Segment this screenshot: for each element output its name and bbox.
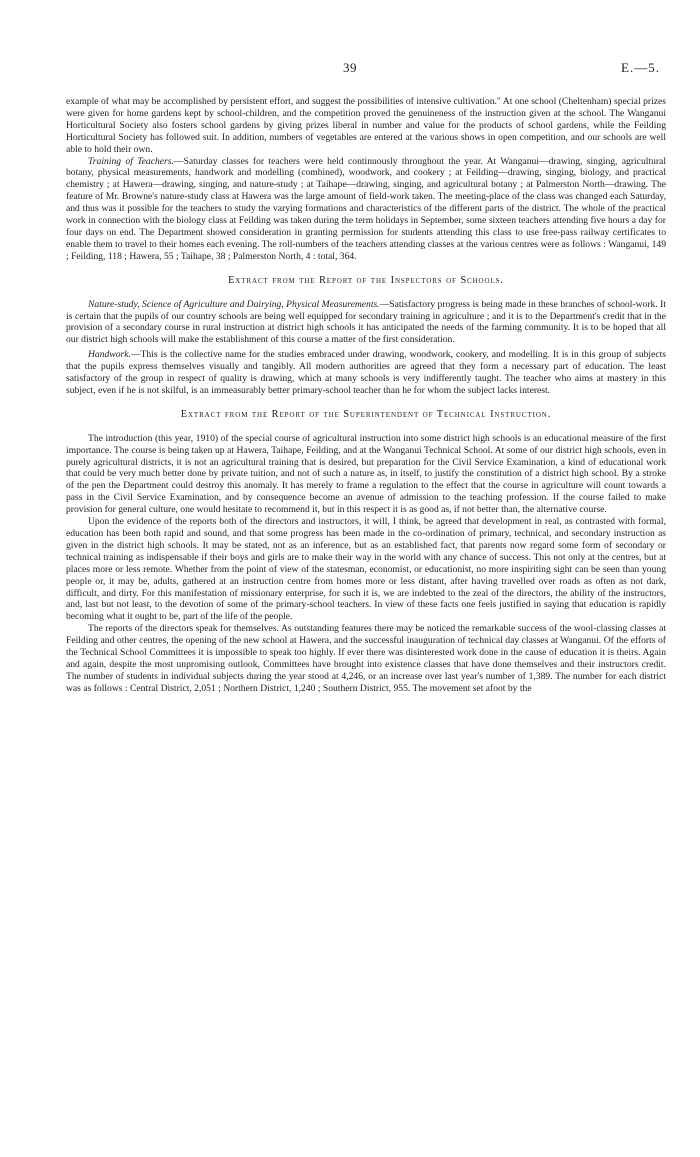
document-reference: E.—5. bbox=[621, 60, 660, 75]
paragraph-text-nature-study: —Satisfactory progress is being made in these branches of school-work. It is certain that the pupils of our country schools are being well equipped for secondary training in agriculture ; and it is to the Department's credit that in the provision of a secondary course in rural instruction at district high schools it has anticipated the needs of the farming community. It is to be hoped that all our district high schools will make the establishment of this course a matter of the first consideration. bbox=[66, 298, 667, 346]
paragraph-agricultural-course: The introduction (this year, 1910) of the special course of agricultural instruction into some district high schools is an educational measure of the first importance. The course is being taken up at Hawera, Taihape, Feilding, and at the Wanganui Technical School. At some of our district high schools, even in purely agricultural districts, it is not an agricultural training that is desired, but preparation for the Civil Service Examination, a kind of educational work that could be very much better done by private tuition, and not of such a nature as, in itself, to justify the constitution of a district high school. By a stroke of the pen the Department could destroy this anomaly. It has merely to frame a regulation to the effect that the course in agriculture will count towards a pass in the Civil Service Examination, and by consequence become an avenue of admission to the teaching profession. If the course failed to make provision for general culture, one would hesitate to recommend it, but in this respect it is as good as, if not better than, the alternative course. bbox=[66, 432, 666, 516]
section-heading-superintendent-report: Extract from the Report of the Superintendent of Technical Instruction. bbox=[180, 408, 552, 420]
section-heading-inspectors-report: Extract from the Report of the Inspectors of Schools. bbox=[228, 274, 504, 286]
paragraph-text-training-of-teachers: —Saturday classes for teachers were held continuously throughout the year. At Wanganui—drawing, singing, agricultural botany, physical measurements, handwork and modelling (combined), woodwork, and cookery ; at Feilding—drawing, singing, biology, and practical chemistry ; at Hawera—drawing, singing, and nature-study ; at Taihape—drawing, singing, and agricultural botany ; at Palmerston North—drawing. The feature of Mr. Browne's nature-study class at Hawera was the large amount of field-work taken. The meeting-place of the class was changed each Saturday, and thus was it possible for the teachers to study the varying formations and characteristics of the different parts of the district. The whole of the practical work in connection with the biology class at Feilding was taken during the term holidays in September, some sixteen teachers attending five hours a day for four days on end. The Department showed consideration in granting permission for students attending this class to use free-pass railway certificates to enable them to travel to their homes each evening. The roll-numbers of the teachers attending classes at the various centres were as follows : Wanganui, 149 ; Feilding, 118 ; Hawera, 55 ; Taihape, 38 ; Palmerston North, 4 : total, 364. bbox=[66, 155, 666, 262]
paragraph-directors-reports: The reports of the directors speak for themselves. As outstanding features there may be noticed the remarkable success of the wool-classing classes at Feilding and other centres, the opening of the new school at Hawera, and the successful inauguration of technical day classes at Wanganui. Of the efforts of the Technical School Committees it is impossible to speak too highly. If ever there was disinterested work done in the cause of education it is theirs. Again and again, despite the most unpromising outlook, Committees have brought into existence classes that have done themselves and their instructors credit. The number of students in individual subjects during the year stood at 4,246, or an increase over last year's number of 1,389. The number for each district was as follows : Central District, 2,051 ; Northern District, 1,240 ; Southern District, 955. The movement set afoot by the bbox=[66, 623, 666, 694]
paragraph-text-handwork: —This is the collective name for the studies embraced under drawing, woodwork, cookery, and modelling. It is in this group of subjects that the pupils express themselves visually and tangibly. All modern authorities are agreed that they form a necessary part of education. The least satisfactory of the group in respect of quality is drawing, which at many schools is very indifferently taught. The teacher who aims at mastery in this subject, even if he is not skilful, is an immeasurably better primary-school teacher than he for whom the subject lacks interest. bbox=[66, 349, 666, 396]
paragraph-development-evidence: Upon the evidence of the reports both of the directors and instructors, it will, I think, be agreed that development in real, as contrasted with formal, education has been both rapid and sound, and that some progress has been made in the co-ordination of primary, technical, and secondary instruction as given in the district high schools. It may be stated, not as an inference, but as an established fact, that parents now regard some form of secondary or technical training as indispensable if their boys and girls are to make their way in the world with any chance of success. This not only at the centres, but at places more or less remote. Whether from the point of view of the statesman, economist, or educationist, no more inspiriting sight can be seen than young people or, it may be, adults, gathered at an instruction centre from homes more or less distant, after having travelled over roads as often as not dark, difficult, and dirty. For this manifestation of missionary enterprise, for such it is, we are indebted to the zeal of the directors, the ability of the instructors, and, last but not least, to the devotion of some of the primary-school teachers. In view of these facts one feels justified in saying that education is rapidly becoming what it ought to be, part of the life of the people. bbox=[66, 516, 666, 623]
paragraph-handwork bbox=[66, 349, 666, 397]
paragraph-school-gardens: example of what may be accomplished by persistent effort, and suggest the possibilities of intensive cultivation." At one school (Cheltenham) special prizes were given for home gardens kept by school-children, and the competition proved the genuineness of the instruction given at the school. The Wanganui Horticultural Society also fosters school gardens by giving prizes liberal in number and value for the products of school gardens, while the Feilding Horticultural Society has followed suit. In addition, numbers of vegetables are entered at the various shows in open competition, and our schools are well able to hold their own. bbox=[66, 96, 666, 155]
paragraph-lead-training-of-teachers: Training of Teachers. bbox=[88, 155, 174, 167]
paragraph-training-of-teachers bbox=[66, 156, 666, 263]
document-body bbox=[66, 96, 666, 695]
paragraph-lead-handwork: Handwork. bbox=[88, 349, 131, 361]
paragraph-nature-study bbox=[66, 299, 666, 347]
page-number: 39 bbox=[343, 60, 357, 75]
paragraph-lead-nature-study: Nature-study, Science of Agriculture and Dairying, Physical Measurements. bbox=[88, 298, 380, 310]
